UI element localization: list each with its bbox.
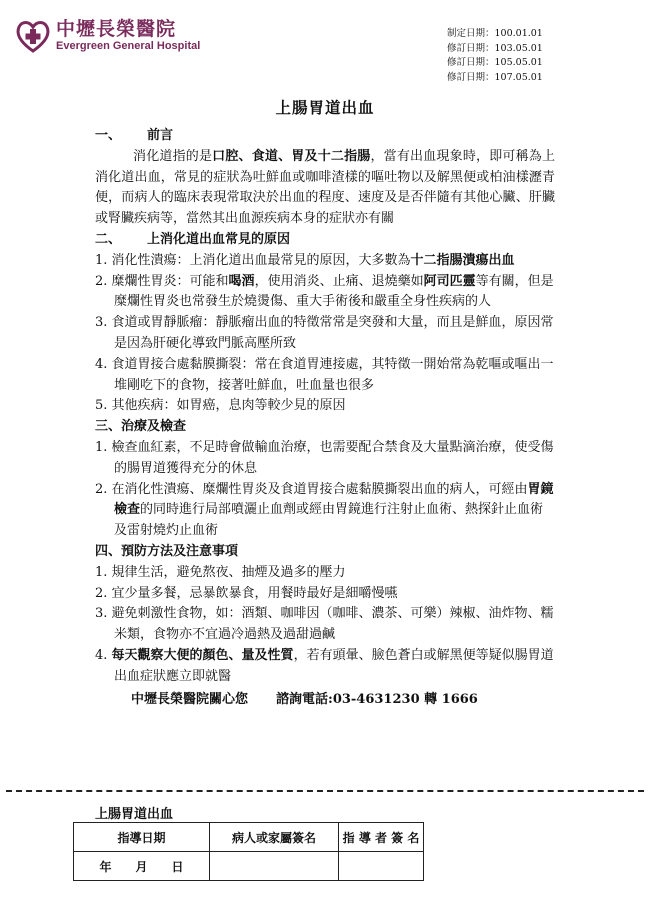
list-item: 1. 消化性潰瘍：上消化道出血最常見的原因，大多數為十二指腸潰瘍出血 <box>95 252 515 268</box>
table-row <box>74 852 424 881</box>
list-item: 4. 每天觀察大便的顏色、量及性質，若有頭暈、臉色蒼白或解黑便等疑似腸胃道出血症狀應立即就醫 <box>95 647 554 684</box>
list-item: 2. 糜爛性胃炎：可能和喝酒，使用消炎、止痛、退燒藥如阿司匹靈等有關，但是糜爛性胃炎也常發生於燒燙傷、重大手術後和嚴重全身性疾病的人 <box>95 273 554 310</box>
form-title: 上腸胃道出血 <box>95 807 174 822</box>
revision-date: 修訂日期：105.05.01 <box>447 57 543 68</box>
hospital-logo <box>14 18 200 56</box>
cut-line <box>6 790 644 792</box>
list-item: 2. 宜少量多餐，忌暴飲暴食，用餐時最好是細嚼慢嚥 <box>95 585 398 601</box>
date-field[interactable]: 年 月 日 <box>74 852 210 881</box>
document-body <box>95 126 555 710</box>
list-item: 5. 其他疾病：如胃癌，息肉等較少見的原因 <box>95 398 346 414</box>
list-item: 4. 食道胃接合處黏膜撕裂：常在食道胃連接處，其特徵一開始常為乾嘔或嘔出一堆剛吃下的食物，接著吐鮮血，吐血量也很多 <box>95 356 554 393</box>
list-item: 2. 在消化性潰瘍、糜爛性胃炎及食道胃接合處黏膜撕裂出血的病人，可經由胃鏡檢查的同時進行局部噴灑止血劑或經由胃鏡進行注射止血術、熱探針止血術及雷射燒灼止血術 <box>95 481 554 539</box>
list-item: 3. 避免刺激性食物，如：酒類、咖啡因（咖啡、濃茶、可樂）辣椒、油炸物、糯米類，食物亦不宜過冷過熱及過甜過鹹 <box>95 606 554 643</box>
patient-signature-field[interactable] <box>210 852 339 881</box>
revision-date: 修訂日期：103.05.01 <box>447 42 543 54</box>
list-item: 1. 檢查血紅素，不足時會做輸血治療，也需要配合禁食及大量點滴治療，使受傷的腸胃道獲得充分的休息 <box>95 439 554 476</box>
section-heading: 一、 前言 <box>95 128 174 143</box>
established-date: 制定日期：100.01.01 <box>447 28 543 39</box>
section-heading: 二、 上消化道出血常見的原因 <box>95 231 291 247</box>
list-item: 1. 規律生活，避免熬夜、抽煙及過多的壓力 <box>95 564 346 580</box>
section-heading: 三、治療及檢查 <box>95 419 187 435</box>
table-header-row <box>74 823 424 852</box>
header-instructor-signature: 指 導 者 簽 名 <box>339 823 424 852</box>
hospital-name-cn: 中壢長榮醫院 <box>56 18 177 40</box>
instructor-signature-field[interactable] <box>339 852 424 881</box>
intro-paragraph: 消化道指的是口腔、食道、胃及十二指腸，當有出血現象時，即可稱為上消化道出血，常見的症狀為吐鮮血或咖啡渣樣的嘔吐物以及解黑便或柏油樣瀝青便，而病人的臨床表現常取決於出血的程度、速度及是否伴隨有其他心臟、肝臟或腎臟疾病等，當然其出血源疾病本身的症狀亦有關 <box>95 148 555 227</box>
list-item: 3. 食道或胃靜脈瘤：靜脈瘤出血的特徵常常是突發和大量，而且是鮮血，原因常是因為肝硬化導致門脈高壓所致 <box>95 315 554 351</box>
care-message: 中壢長榮醫院關心您 <box>131 691 249 707</box>
document-title: 上腸胃道出血 <box>275 98 375 117</box>
header-patient-signature: 病人或家屬簽名 <box>210 823 339 852</box>
header-guidance-date: 指導日期 <box>74 823 210 852</box>
signature-form-table <box>73 822 424 881</box>
consult-phone: 諮詢電話:03-4631230 轉 1666 <box>276 691 478 707</box>
hospital-name-en: Evergreen General Hospital <box>56 40 201 52</box>
revision-date: 修訂日期：107.05.01 <box>447 71 543 83</box>
section-heading: 四、預防方法及注意事項 <box>95 543 239 559</box>
revision-dates <box>447 27 543 85</box>
contact-footer <box>95 690 555 711</box>
hospital-cross-logo-icon <box>14 18 52 56</box>
